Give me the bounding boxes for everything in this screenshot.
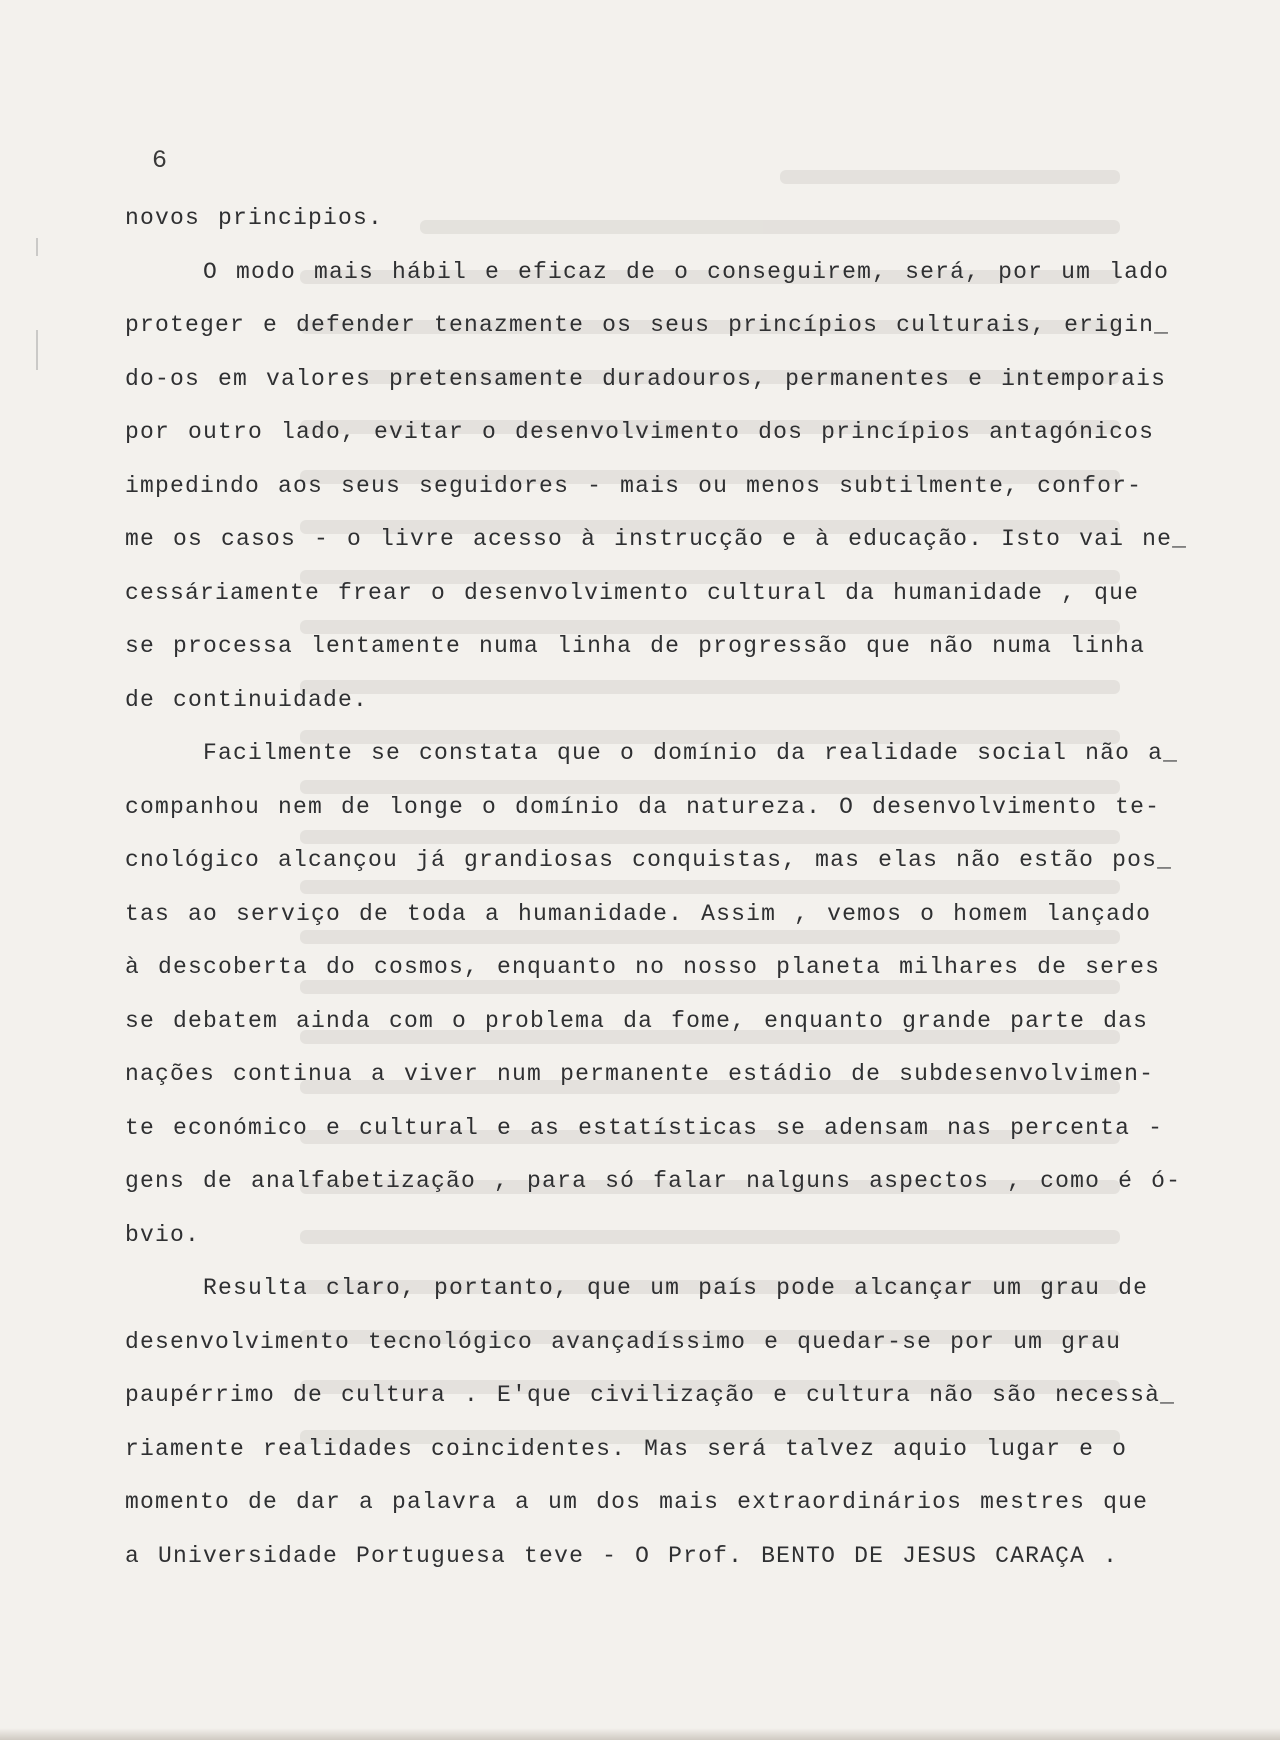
text-line: tas ao serviço de toda a humanidade. Assim , vemos o homem lançado [125,900,1152,927]
text-line: momento de dar a palavra a um dos mais extraordinários mestres que [125,1489,1149,1515]
text-line: te económico e cultural e as estatísticas se adensam nas percenta - [125,1114,1164,1141]
text-line: O modo mais hábil e eficaz de o conseguirem, será, por um lado [203,258,1170,285]
text-line: do-os em valores pretensamente duradouros, permanentes e intemporais [125,365,1167,392]
text-line: Facilmente se constata que o domínio da realidade social não a_ [203,740,1179,766]
text-line: por outro lado, evitar o desenvolvimento dos princípios antagónicos [125,419,1155,445]
text-line: à descoberta do cosmos, enquanto no nosso planeta milhares de seres [125,954,1161,980]
text-line: companhou nem de longe o domínio da natureza. O desenvolvimento te- [125,793,1161,820]
text-line: nações continua a viver num permanente estádio de subdesenvolvimen- [125,1061,1155,1087]
text-line: proteger e defender tenazmente os seus princípios culturais, erigin_ [125,312,1170,338]
text-line: de continuidade. [125,686,369,713]
text-line: a Universidade Portuguesa teve - O Prof. BENTO DE JESUS CARAÇA . [125,1542,1119,1569]
text-line: me os casos - o livre acesso à instrucção e à educação. Isto vai ne_ [125,526,1188,552]
text-line: bvio. [125,1221,201,1248]
page-bottom-edge [0,1728,1280,1740]
text-line: cnológico alcançou já grandiosas conquistas, mas elas não estão pos_ [125,847,1173,873]
text-line: paupérrimo de cultura . E'que civilização e cultura não são necessà_ [125,1382,1176,1408]
margin-mark [36,330,38,370]
text-line: novos principios. [125,205,384,231]
body-text [125,192,1200,1583]
text-line: cessáriamente frear o desenvolvimento cultural da humanidade , que [125,579,1140,606]
text-line: se debatem ainda com o problema da fome, enquanto grande parte das [125,1007,1149,1034]
text-line: se processa lentamente numa linha de progressão que não numa linha [125,633,1146,659]
text-line: Resulta claro, portanto, que um país pode alcançar um grau de [203,1275,1149,1301]
text-line: desenvolvimento tecnológico avançadíssimo e quedar-se por um grau [125,1328,1122,1355]
text-line: gens de analfabetização , para só falar nalguns aspectos , como é ó- [125,1168,1182,1194]
text-line: impedindo aos seus seguidores - mais ou menos subtilmente, confor- [125,472,1143,499]
text-line: riamente realidades coincidentes. Mas será talvez aquio lugar e o [125,1435,1128,1462]
margin-mark [36,238,38,256]
page-number: 6 [152,146,169,175]
